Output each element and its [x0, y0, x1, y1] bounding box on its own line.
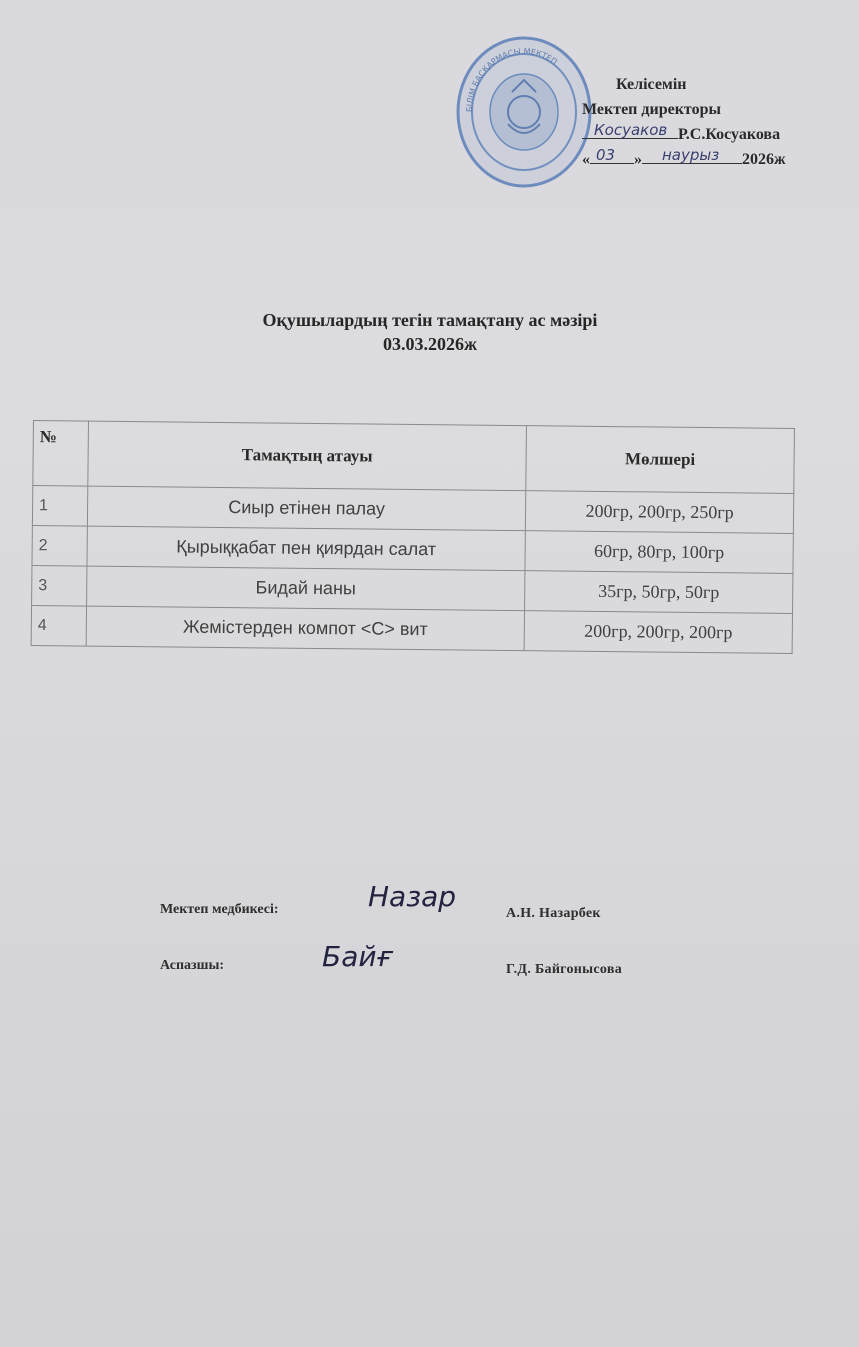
date-month: наурыз: [662, 146, 720, 164]
cook-name: Г.Д. Байгонысова: [506, 962, 623, 977]
date-day-field: [590, 147, 634, 164]
header-qty: Мөлшері: [526, 426, 795, 494]
row-num: 2: [32, 525, 87, 566]
director-signature: Косуаков: [594, 121, 668, 139]
row-name: Қырыққабат пен қиярдан салат: [87, 526, 525, 571]
approval-position: Мектеп директоры: [582, 101, 721, 118]
row-name: Жемістерден компот <С> вит: [86, 606, 524, 651]
header-num: №: [33, 421, 89, 487]
cook-label: Аспазшы:: [160, 958, 225, 973]
header-name: Тамақтың атауы: [88, 421, 527, 491]
row-name: Бидай наны: [87, 566, 525, 611]
nurse-name: А.Н. Назарбек: [506, 906, 601, 921]
menu-table: [31, 420, 795, 654]
approval-signer: Р.С.Косуакова: [678, 126, 781, 143]
row-qty: 200гр, 200гр, 250гр: [525, 491, 793, 534]
date-year: 2026ж: [742, 151, 786, 168]
director-signature-field: [582, 122, 678, 139]
seal-text: БІЛІМ БАСҚАРМАСЫ МЕКТЕП: [464, 46, 559, 113]
title-date: 03.03.2026ж: [382, 334, 478, 354]
nurse-label: Мектеп медбикесі:: [160, 902, 279, 917]
row-num: 1: [32, 486, 87, 527]
date-day: 03: [596, 146, 616, 164]
date-month-field: [642, 147, 742, 164]
row-num: 4: [31, 605, 86, 646]
row-name: Сиыр етінен палау: [87, 486, 525, 531]
row-num: 3: [32, 565, 87, 606]
row-qty: 200гр, 200гр, 200гр: [524, 611, 792, 654]
document-title: [150, 308, 710, 356]
seal-stamp-icon: [452, 32, 600, 192]
title-line-1: Оқушылардың тегін тамақтану ас мәзірі: [262, 310, 598, 330]
approval-date: « 03 » наурыз 2026ж: [582, 147, 842, 172]
row-qty: 35гр, 50гр, 50гр: [525, 571, 793, 614]
row-qty: 60гр, 80гр, 100гр: [525, 531, 793, 574]
approval-block: [582, 72, 842, 172]
official-seal: [452, 32, 600, 192]
nurse-signature: Назар: [368, 880, 457, 913]
cook-signature: Байғ: [322, 940, 393, 973]
table-header-row: [33, 421, 795, 494]
approval-heading: Келісемін: [616, 76, 687, 93]
table-row: [31, 605, 792, 653]
